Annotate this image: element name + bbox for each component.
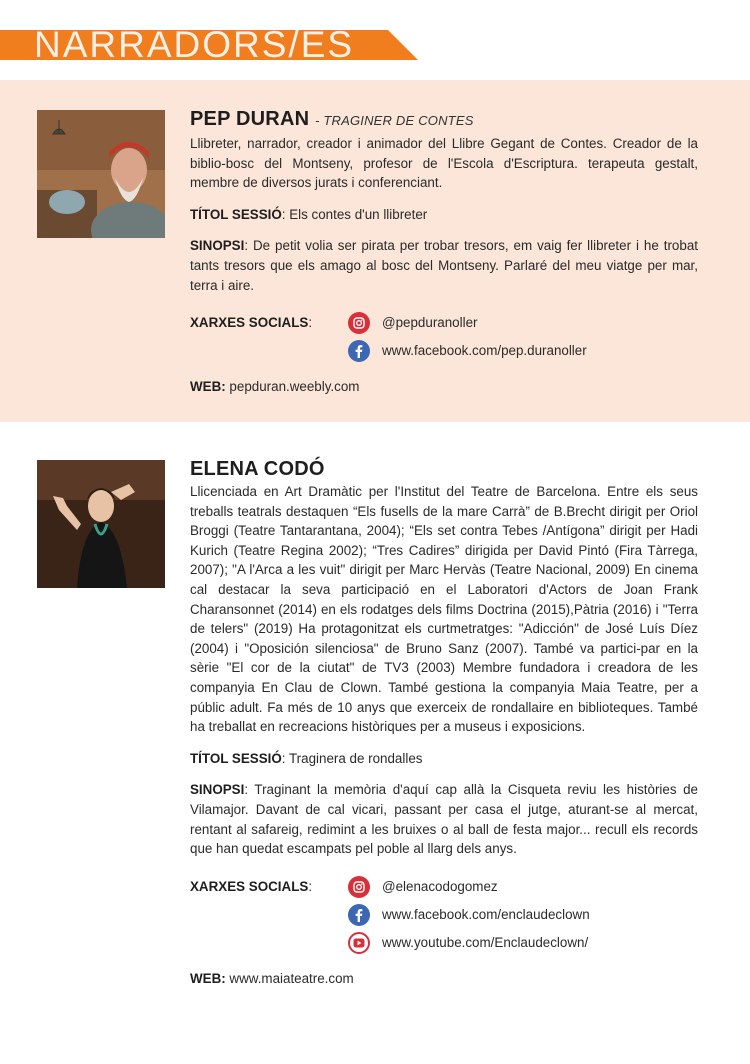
session-title: : Els contes d'un llibreter (281, 206, 428, 222)
session-title-line (190, 749, 698, 769)
social-row-facebook (190, 901, 698, 929)
synopsis-label: SINOPSI (190, 238, 245, 254)
instagram-icon (348, 876, 370, 898)
narrator-photo (37, 460, 165, 588)
narrator-entry-pep-duran (190, 106, 698, 397)
session-title: : Traginera de rondalles (281, 750, 423, 766)
synopsis-text: : De petit volia ser pirata per trobar tresors, em vaig fer llibreter i he trobat tants tresors que els amago al bosc del Montseny. Parlaré del meu viatge per mar, terra i aire. (190, 238, 698, 293)
section-title: NARRADORS/ES (34, 24, 355, 65)
instagram-link[interactable]: @elenacodogomez (382, 878, 498, 894)
narrator-name: PEP DURAN (190, 108, 310, 130)
synopsis-paragraph (190, 236, 698, 295)
social-row-youtube (190, 929, 698, 957)
social-label: XARXES SOCIALS: (190, 878, 313, 894)
instagram-link[interactable]: @pepduranoller (382, 315, 478, 331)
social-row-instagram (190, 309, 698, 337)
social-links (190, 873, 698, 957)
web-label: WEB: (190, 379, 226, 395)
web-line (190, 969, 698, 989)
social-row-facebook (190, 337, 698, 365)
social-row-instagram (190, 873, 698, 901)
facebook-icon (348, 340, 370, 362)
session-label: TÍTOL SESSIÓ (190, 750, 282, 766)
facebook-icon (348, 904, 370, 926)
narrator-entry-elena-codo (190, 456, 698, 988)
web-label: WEB: (190, 970, 226, 986)
narrator-role: - TRAGINER DE CONTES (315, 113, 474, 128)
web-link[interactable]: www.maiateatre.com (225, 970, 354, 986)
narrator-name-line (190, 106, 698, 134)
narrator-name: ELENA CODÓ (190, 458, 325, 480)
section-banner (0, 24, 418, 65)
narrator-name-line (190, 456, 698, 482)
social-label: XARXES SOCIALS: (190, 315, 313, 331)
social-links (190, 309, 698, 365)
facebook-link[interactable]: www.facebook.com/pep.duranoller (382, 343, 587, 359)
web-link[interactable]: pepduran.weebly.com (225, 379, 360, 395)
session-label: TÍTOL SESSIÓ (190, 206, 282, 222)
web-line (190, 377, 698, 397)
youtube-link[interactable]: www.youtube.com/Enclaudeclown/ (382, 934, 589, 950)
youtube-icon (348, 932, 370, 954)
facebook-link[interactable]: www.facebook.com/enclaudeclown (382, 906, 590, 922)
instagram-icon (348, 312, 370, 334)
narrator-photo (37, 110, 165, 238)
session-title-line (190, 205, 698, 225)
narrator-bio: Llicenciada en Art Dramàtic per l'Institut del Teatre de Barcelona. Entre els seus treballs teatrals destaquen “Els fusells de la mare Carrà” de B.Brecht dirigit per Oriol Broggi (Teatre Tantarantana, 2004); “Els set contra Tebes /Antígona” dirigit per Hadi Kurich (Teatre Regina 2002); “Tres Cadires” dirigida per David Pintó (Fira Tàrrega, 2007); "A l'Arca a les vuit" dirigit per Marc Hervàs (Teatre Nacional, 2009) En cinema cal destacar la seva participació en el Laboratori d'Actors de Joan Frank Charansonnet (2014) en els rodatges dels films Doctrina (2015),Pàtria (2016) i "Terra de telers" (2019) Ha protagonitzat els curtmetratges: "Adicción" de José Luís Díez (2004) i "Oposición silenciosa" de Bruno Sanz (2007). També va partici-par en la sèrie "El cor de la ciutat" de TV3 (2003) Membre fundadora i creadora de les companyia En Clau de Clown. També gestiona la companyia Maia Teatre, per a públic adult. Fa més de 10 anys que exerceix de rondallaire en biblioteques. També ha treballat en recreacions històriques per a museus i exposicions. (190, 484, 698, 735)
synopsis-paragraph (190, 780, 698, 858)
narrator-bio: Llibreter, narrador, creador i animador del Llibre Gegant de Contes. Creador de la biblio-bosc del Montseny, profesor de l'Escola d'Escriptura. terapeuta gestalt, membre de diversos jurats i conferenciant. (190, 136, 698, 191)
synopsis-text: : Traginant la memòria d'aquí cap allà la Cisqueta reviu les històries de Vilamajor. Davant de cal vicari, passant per casa el jutge, aturant-se al mercat, rentant al safareig, redimint a les bruixes o al ball de festa major... recull els records que han quedat escampats pel poble al llarg dels anys. (190, 782, 698, 857)
synopsis-label: SINOPSI (190, 782, 245, 798)
